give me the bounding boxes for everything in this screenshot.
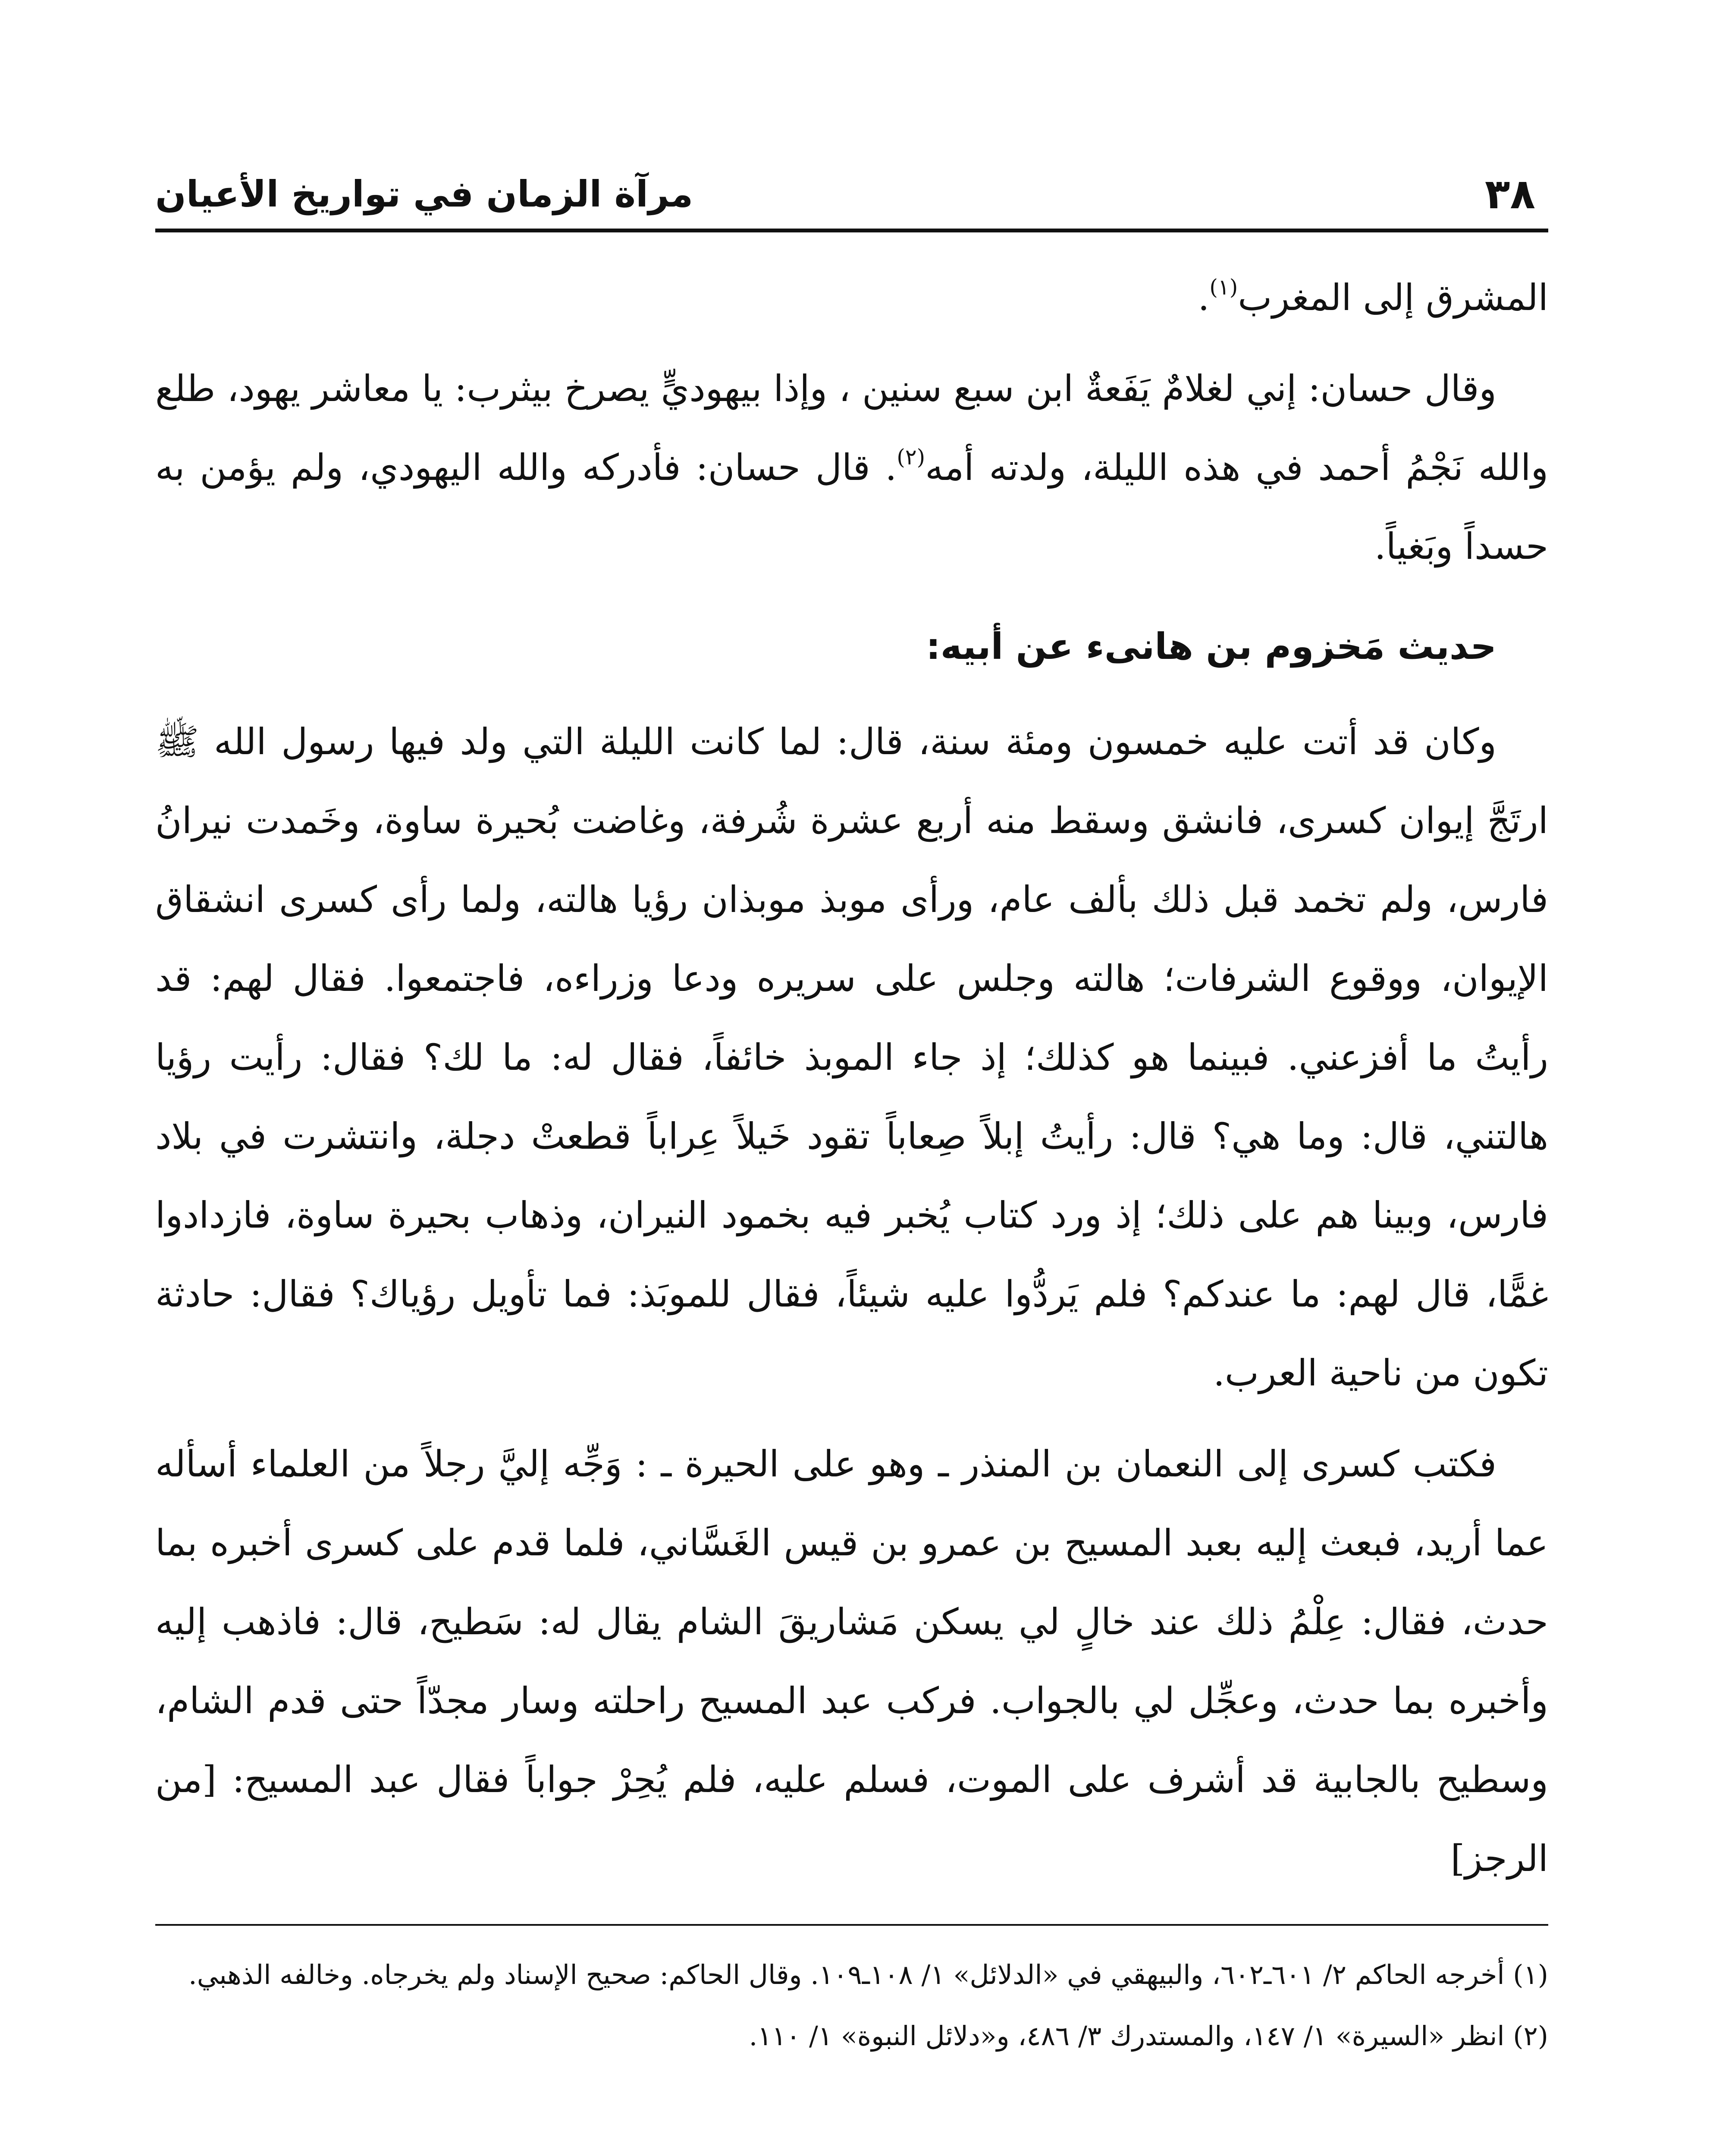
paragraph-numan-letter: فكتب كسرى إلى النعمان بن المنذر ـ وهو على الحيرة ـ : وَجِّه إليَّ رجلاً من العلماء أسأله عما أريد، فبعث إليه بعبد المسيح بن عمرو بن قيس الغَسَّاني، فلما قدم على كسرى أخبره بما حدث، فقال: عِلْمُ ذلك عند خالٍ لي يسكن مَشاريقَ الشام يقال له: سَطيح، قال: فاذهب إليه وأخبره بما حدث، وعجِّل لي بالجواب. فركب عبد المسيح راحلته وسار مجدّاً حتى قدم الشام، وسطيح بالجابية قد أشرف على الموت، فسلم عليه، فلم يُحِرْ جواباً فقال عبد المسيح: [من الرجز]: [155, 1443, 1548, 1880]
page-number: ٣٨: [1484, 170, 1535, 218]
paragraph-text: وقال حسان: إني لغلامٌ يَفَعةٌ ابن سبع سنين ، وإذا بيهوديٍّ يصرخ بيثرب: يا معاشر يهود، طلع والله نَجْمُ أحمد في هذه الليلة، ولدته أمه: [155, 367, 1549, 489]
footnotes: [155, 1947, 1548, 2064]
footnote-ref-1: (١): [1209, 275, 1238, 300]
footnote-2: (٢) انظر «السيرة» ١/ ١٤٧، والمستدرك ٣/ ٤٨٦، و«دلائل النبوة» ١/ ١١٠.: [749, 2020, 1548, 2052]
paragraph-text-end: . قال حسان: فأدركه والله اليهودي، ولم يؤمن به حسداً وبَغياً.: [155, 446, 1548, 567]
paragraph-end: .: [1198, 276, 1210, 319]
paragraph-hassan: [155, 349, 1548, 586]
running-title: مرآة الزمان في تواريخ الأعيان: [155, 173, 693, 215]
footnote-divider: [155, 1924, 1548, 1926]
page-header: [155, 164, 1548, 232]
footnote-ref-2: (٢): [897, 445, 926, 470]
paragraph-kisra-palace: وكان قد أتت عليه خمسون ومئة سنة، قال: لما كانت الليلة التي ولد فيها رسول الله ﷺ ارتَجَّ إيوان كسرى، فانشق وسقط منه أربع عشرة شُرفة، وغاضت بُحيرة ساوة، وخَمدت نيرانُ فارس، ولم تخمد قبل ذلك بألف عام، ورأى موبذ موبذان رؤيا هالته، ولما رأى كسرى انشقاق الإيوان، ووقوع الشرفات؛ هالته وجلس على سريره ودعا وزراءه، فاجتمعوا. فقال لهم: قد رأيتُ ما أفزعني. فبينما هو كذلك؛ إذ جاء الموبذ خائفاً، فقال له: ما لك؟ فقال: رأيت رؤيا هالتني، قال: وما هي؟ قال: رأيتُ إبلاً صِعاباً تقود خَيلاً عِراباً قطعتْ دجلة، وانتشرت في بلاد فارس، وبينا هم على ذلك؛ إذ ورد كتاب يُخبر فيه بخمود النيران، وذهاب بحيرة ساوة، فازدادوا غمًّا، قال لهم: ما عندكم؟ فلم يَردُّوا عليه شيئاً، فقال للموبَذ: فما تأويل رؤياك؟ فقال: حادثة تكون من ناحية العرب.: [155, 721, 1548, 1394]
main-text: [155, 258, 1548, 1898]
footnote-1: (١) أخرجه الحاكم ٢/ ٦٠١ـ٦٠٢، والبيهقي في «الدلائل» ١/ ١٠٨ـ١٠٩. وقال الحاكم: صحيح الإسناد ولم يخرجاه. وخالفه الذهبي.: [188, 1959, 1548, 1990]
paragraph-text: المشرق إلى المغرب: [1238, 276, 1548, 319]
paragraph-continuation: [155, 258, 1548, 337]
book-page: [155, 164, 1548, 2156]
section-heading: حديث مَخزوم بن هانىء عن أبيه:: [926, 625, 1497, 667]
